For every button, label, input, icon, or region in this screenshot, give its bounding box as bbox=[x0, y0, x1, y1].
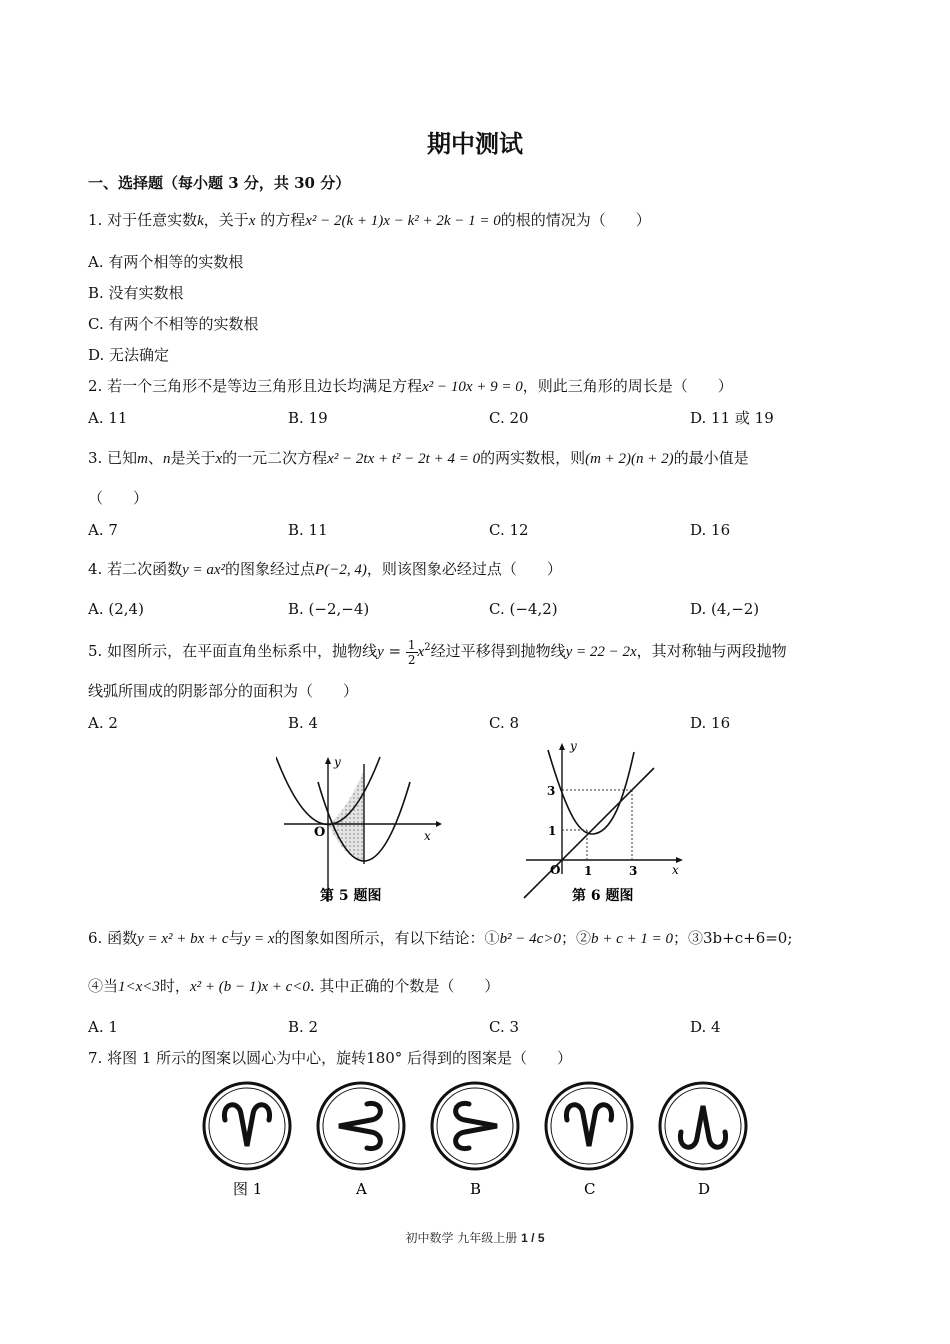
q1-option-c: C. 有两个不相等的实数根 bbox=[88, 315, 259, 333]
q3-option-d: D. 16 bbox=[690, 521, 731, 539]
tick-y-3: 3 bbox=[547, 784, 556, 798]
q6-option-c: C. 3 bbox=[489, 1018, 520, 1036]
q6-option-b: B. 2 bbox=[288, 1018, 319, 1036]
figure-c-circle bbox=[546, 1083, 632, 1169]
question-5-line2: 线弧所围成的阴影部分的面积为（ ） bbox=[88, 682, 359, 700]
label-c: C bbox=[584, 1180, 596, 1198]
label-b: B bbox=[470, 1180, 482, 1198]
figure-5 bbox=[276, 752, 446, 912]
question-2-stem: 2. 若一个三角形不是等边三角形且边长均满足方程x² − 10x + 9 = 0，则此三角形的周长是（ ） bbox=[88, 377, 733, 395]
question-3-stem: 3. 已知m、n是关于x的一元二次方程x² − 2tx + t² − 2t + 4 = 0的两实数根，则(m + 2)(n + 2)的最小值是 bbox=[88, 449, 749, 467]
q4-option-d: D. (4,−2) bbox=[690, 600, 760, 618]
page-number: 1 / 5 bbox=[521, 1231, 545, 1245]
label-y: y bbox=[334, 755, 341, 769]
q1-option-b: B. 没有实数根 bbox=[88, 284, 184, 302]
question-7-stem: 7. 将图 1 所示的图案以圆心为中心，旋转180° 后得到的图案是（ ） bbox=[88, 1049, 573, 1067]
q4-option-a: A. (2,4) bbox=[88, 600, 144, 618]
figure-b-circle bbox=[432, 1083, 518, 1169]
q5-option-b: B. 4 bbox=[288, 714, 319, 732]
label-origin: O bbox=[314, 825, 326, 840]
q5-option-c: C. 8 bbox=[489, 714, 520, 732]
question-4-stem: 4. 若二次函数y = ax²的图象经过点P(−2, 4)，则该图象必经过点（ ） bbox=[88, 560, 562, 578]
q3-equation: x² − 2tx + t² − 2t + 4 = 0 bbox=[327, 451, 481, 467]
section-heading: 一、选择题（每小题 3 分，共 30 分） bbox=[88, 174, 351, 192]
figure-6-caption: 第 6 题图 bbox=[572, 888, 634, 904]
y-axis-arrow-icon bbox=[559, 743, 565, 750]
tick-y-1: 1 bbox=[548, 824, 557, 838]
q1-equation: x² − 2(k + 1)x − k² + 2k − 1 = 0 bbox=[305, 213, 501, 229]
q2-option-b: B. 19 bbox=[288, 409, 328, 427]
y-axis-arrow-icon bbox=[325, 757, 331, 764]
footer-text: 初中数学 九年级上册 bbox=[405, 1231, 518, 1245]
x-axis-arrow-icon bbox=[436, 821, 442, 827]
tick-x-1: 1 bbox=[584, 864, 593, 878]
page-footer bbox=[0, 1229, 950, 1246]
q3-option-b: B. 11 bbox=[288, 521, 328, 539]
q6-option-d: D. 4 bbox=[690, 1018, 721, 1036]
figure-a-circle bbox=[318, 1083, 404, 1169]
label-x: x bbox=[672, 863, 679, 877]
q2-option-d: D. 11 或 19 bbox=[690, 409, 774, 427]
label-x: x bbox=[424, 829, 431, 843]
question-6-stem: 6. 函数y = x² + bx + c与y = x的图象如图所示，有以下结论：①b² − 4c>0；②b + c + 1 = 0；③3b+c+6=0; bbox=[88, 929, 793, 947]
q3-option-a: A. 7 bbox=[88, 521, 118, 539]
q3-paren: （ ） bbox=[88, 489, 149, 507]
q2-option-c: C. 20 bbox=[489, 409, 529, 427]
label-y: y bbox=[570, 739, 577, 753]
figure-5-caption: 第 5 题图 bbox=[320, 888, 382, 904]
question-1-stem: 1. 对于任意实数k，关于x 的方程x² − 2(k + 1)x − k² + 2k − 1 = 0的根的情况为（ ） bbox=[88, 211, 651, 229]
label-a: A bbox=[356, 1180, 367, 1198]
q4-option-b: B. (−2,−4) bbox=[288, 600, 370, 618]
q2-option-a: A. 11 bbox=[88, 409, 128, 427]
label-origin: O bbox=[550, 863, 561, 877]
q3-option-c: C. 12 bbox=[489, 521, 529, 539]
label-figure-1: 图 1 bbox=[233, 1180, 263, 1198]
tick-x-3: 3 bbox=[629, 864, 638, 878]
q1-option-a: A. 有两个相等的实数根 bbox=[88, 253, 244, 271]
q2-equation: x² − 10x + 9 = 0 bbox=[422, 379, 523, 395]
label-d: D bbox=[698, 1180, 711, 1198]
q5-option-d: D. 16 bbox=[690, 714, 731, 732]
q6-option-a: A. 1 bbox=[88, 1018, 118, 1036]
page-title: 期中测试 bbox=[427, 129, 523, 158]
q1-option-d: D. 无法确定 bbox=[88, 346, 170, 364]
figure-6 bbox=[520, 738, 690, 910]
parabola bbox=[548, 750, 634, 834]
figure-d-circle bbox=[660, 1083, 746, 1169]
q5-option-a: A. 2 bbox=[88, 714, 118, 732]
question-6-line2: ④当1<x<3时，x² + (b − 1)x + c<0. 其中正确的个数是（ ） bbox=[88, 977, 500, 995]
question-5-stem: 5. 如图所示，在平面直角坐标系中，抛物线y = $\frac{1}{2}$ $x^2$经过平移得到抛物线y = 22 − 2x，其对称轴与两段抛物 bbox=[88, 637, 787, 667]
q4-option-c: C. (−4,2) bbox=[489, 600, 558, 618]
q7-figures bbox=[195, 1080, 755, 1206]
figure-1-circle bbox=[204, 1083, 290, 1169]
